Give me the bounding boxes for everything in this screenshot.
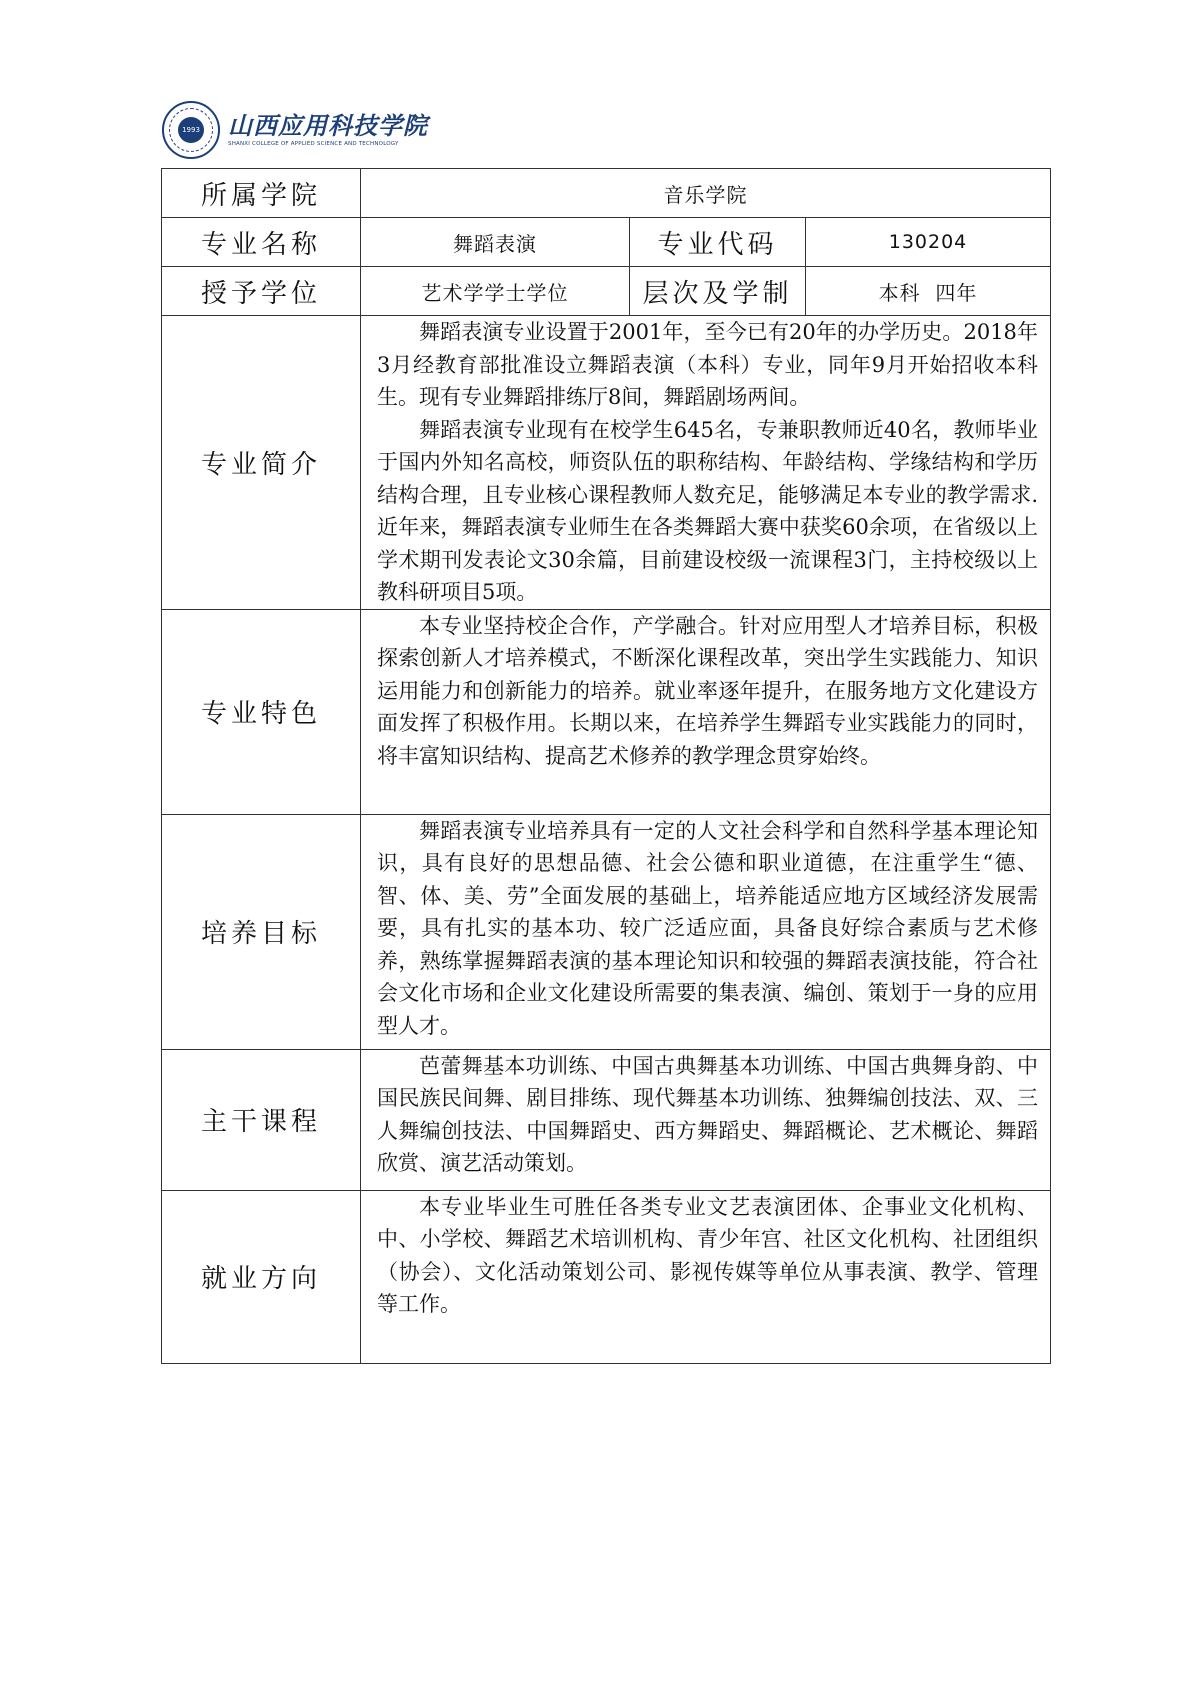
table-row-college: [162, 169, 1051, 218]
goal-paragraph: 舞蹈表演专业培养具有一定的人文社会科学和自然科学基本理论知识，具有良好的思想品德、社会公德和职业道德，在注重学生“德、智、体、美、劳”全面发展的基础上，培养能适应地方区域经济发展需要，具有扎实的基本功、较广泛适应面，具备良好综合素质与艺术修养，熟练掌握舞蹈表演的基本理论知识和较强的舞蹈表演技能，符合社会文化市场和企业文化建设所需要的集表演、编创、策划于一身的应用型人才。: [377, 818, 1039, 1038]
major-name-value: 舞蹈表演: [361, 218, 630, 267]
table-row-goal: [162, 814, 1051, 1049]
degree-label: 授予学位: [162, 267, 361, 316]
college-name-en: SHANXI COLLEGE OF APPLIED SCIENCE AND TECHNOLOGY: [228, 141, 399, 147]
goal-cell: [361, 814, 1051, 1049]
feature-paragraph: 本专业坚持校企合作，产学融合。针对应用型人才培养目标，积极探索创新人才培养模式，不断深化课程改革，突出学生实践能力、知识运用能力和创新能力的培养。就业率逐年提升，在服务地方文化建设方面发挥了积极作用。长期以来，在培养学生舞蹈专业实践能力的同时，将丰富知识结构、提高艺术修养的教学理念贯穿始终。: [377, 613, 1039, 768]
table-row-feature: [162, 609, 1051, 814]
table-row-major: [162, 218, 1051, 267]
feature-cell: [361, 609, 1051, 814]
intro-paragraph-2: 舞蹈表演专业现有在校学生645名，专兼职教师近40名，教师毕业于国内外知名高校，师资队伍的职称结构、年龄结构、学缘结构和学历结构合理，且专业核心课程教师人数充足，能够满足本专业的教学需求.近年来，舞蹈表演专业师生在各类舞蹈大赛中获奖60余项，在省级以上学术期刊发表论文30余篇，目前建设校级一流课程3门，主持校级以上教科研项目5项。: [377, 417, 1039, 604]
table-row-degree: [162, 267, 1051, 316]
major-code-label: 专业代码: [630, 218, 806, 267]
page-header: [162, 100, 428, 160]
degree-value: 艺术学学士学位: [361, 267, 630, 316]
intro-label: 专业简介: [162, 316, 361, 610]
course-cell: [361, 1049, 1051, 1190]
intro-cell: [361, 316, 1051, 610]
college-name-cn: 山西应用科技学院: [228, 111, 428, 140]
major-name-label: 专业名称: [162, 218, 361, 267]
major-info-table: [161, 168, 1051, 1364]
college-logo: [228, 112, 428, 148]
system-value: 本科 四年: [806, 267, 1051, 316]
table-row-intro: [162, 316, 1051, 610]
table-row-career: [162, 1190, 1051, 1363]
system-label: 层次及学制: [630, 267, 806, 316]
course-paragraph: 芭蕾舞基本功训练、中国古典舞基本功训练、中国古典舞身韵、中国民族民间舞、剧目排练、现代舞基本功训练、独舞编创技法、双、三人舞编创技法、中国舞蹈史、西方舞蹈史、舞蹈概论、艺术概论、舞蹈欣赏、演艺活动策划。: [377, 1053, 1039, 1175]
college-label: 所属学院: [162, 169, 361, 218]
feature-label: 专业特色: [162, 609, 361, 814]
college-value: 音乐学院: [361, 169, 1051, 218]
emblem-year: 1993: [178, 117, 204, 143]
course-label: 主干课程: [162, 1049, 361, 1190]
table-row-course: [162, 1049, 1051, 1190]
goal-label: 培养目标: [162, 814, 361, 1049]
career-paragraph: 本专业毕业生可胜任各类专业文艺表演团体、企事业文化机构、中、小学校、舞蹈艺术培训机构、青少年宫、社区文化机构、社团组织（协会）、文化活动策划公司、影视传媒等单位从事表演、教学、管理等工作。: [377, 1194, 1039, 1316]
college-emblem-icon: [162, 101, 220, 159]
intro-paragraph-1: 舞蹈表演专业设置于2001年，至今已有20年的办学历史。2018年3月经教育部批准设立舞蹈表演（本科）专业，同年9月开始招收本科生。现有专业舞蹈排练厅8间，舞蹈剧场两间。: [377, 320, 1039, 409]
career-cell: [361, 1190, 1051, 1363]
career-label: 就业方向: [162, 1190, 361, 1363]
major-code-value: 130204: [806, 218, 1051, 267]
